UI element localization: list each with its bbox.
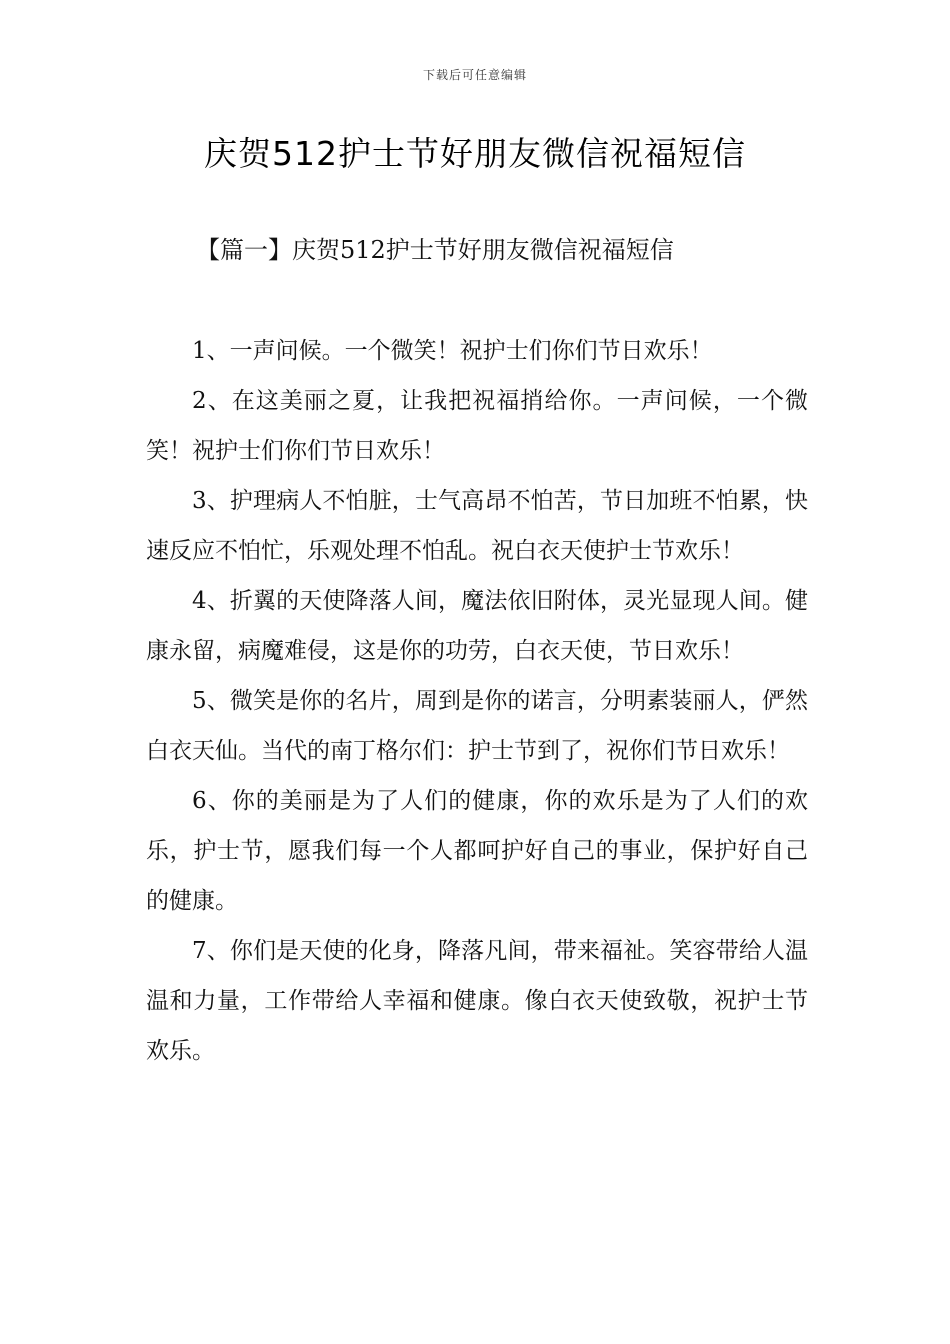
paragraph-2: 2、在这美丽之夏，让我把祝福捎给你。一声问候，一个微笑！祝护士们你们节日欢乐！ xyxy=(146,388,808,464)
paragraph-1: 1、一声问候。一个微笑！祝护士们你们节日欢乐！ xyxy=(192,338,713,364)
paragraph-5: 5、微笑是你的名片，周到是你的诺言，分明素装丽人，俨然白衣天仙。当代的南丁格尔们：护士节到了，祝你们节日欢乐！ xyxy=(146,688,808,764)
body-text xyxy=(146,326,808,1076)
header-note: 下载后可任意编辑 xyxy=(422,68,527,82)
paragraph-4: 4、折翼的天使降落人间，魔法依旧附体，灵光显现人间。健康永留，病魔难侵，这是你的功劳，白衣天使，节日欢乐！ xyxy=(146,588,808,664)
paragraph-6: 6、你的美丽是为了人们的健康，你的欢乐是为了人们的欢乐，护士节，愿我们每一个人都呵护好自己的事业，保护好自己的健康。 xyxy=(146,788,808,914)
paragraph-3: 3、护理病人不怕脏，士气高昂不怕苦，节日加班不怕累，快速反应不怕忙，乐观处理不怕乱。祝白衣天使护士节欢乐！ xyxy=(146,488,808,564)
section-heading: 【篇一】庆贺512护士节好朋友微信祝福短信 xyxy=(196,236,674,264)
paragraph-7: 7、你们是天使的化身，降落凡间，带来福祉。笑容带给人温温和力量，工作带给人幸福和健康。像白衣天使致敬，祝护士节欢乐。 xyxy=(146,938,808,1064)
document-title: 庆贺512护士节好朋友微信祝福短信 xyxy=(204,134,746,173)
